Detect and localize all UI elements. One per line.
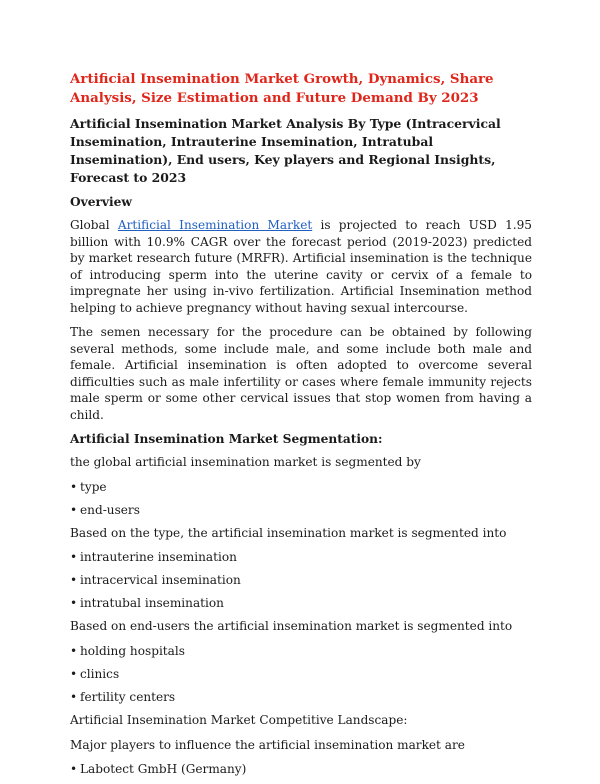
- list-item: • clinics: [70, 667, 120, 682]
- overview-paragraph: [70, 217, 532, 316]
- bullet-icon: •: [70, 502, 78, 517]
- semen-paragraph: The semen necessary for the procedure can be obtained by following several methods, some include male, and some include both male and female. Artificial insemination is often adopted to overcome several difficulties such as male infertility or cases where female immunity rejects male sperm or some other cervical issues that stop women from having a child.: [70, 325, 532, 422]
- bullet-icon: •: [70, 596, 78, 611]
- players-list: [70, 761, 532, 778]
- document-subtitle: Artificial Insemination Market Analysis By Type (Intracervical Insemination, Intrauterine Insemination, Intratubal Insemination), End users, Key players and Regional Insights, Forecast to 2023: [70, 116, 501, 185]
- list-item: • fertility centers: [70, 690, 176, 705]
- type-intro: Based on the type, the artificial insemination market is segmented into: [70, 525, 507, 540]
- bullet-icon: •: [70, 479, 78, 494]
- list-item: • intratubal insemination: [70, 596, 224, 611]
- document-title: Artificial Insemination Market Growth, Dynamics, Share Analysis, Size Estimation and Future Demand By 2023: [70, 71, 494, 106]
- bullet-icon: •: [70, 643, 78, 658]
- overview-prefix: Global: [70, 218, 118, 232]
- list-item: • type: [70, 479, 107, 494]
- enduser-list: [70, 643, 532, 706]
- type-list: [70, 549, 532, 612]
- bullet-icon: •: [70, 690, 78, 705]
- segmentation-list: [70, 479, 532, 519]
- list-item: • holding hospitals: [70, 643, 185, 658]
- enduser-intro: Based on end-users the artificial insemination market is segmented into: [70, 619, 513, 634]
- list-item: • intracervical insemination: [70, 573, 241, 588]
- market-report-link[interactable]: Artificial Insemination Market: [117, 218, 313, 232]
- segmentation-intro: the global artificial insemination market is segmented by: [70, 455, 421, 469]
- bullet-icon: •: [70, 667, 78, 682]
- list-item: • Labotect GmbH (Germany): [70, 762, 247, 777]
- bullet-icon: •: [70, 573, 78, 588]
- document-page: [70, 70, 532, 784]
- competitive-heading: Artificial Insemination Market Competitive Landscape:: [70, 713, 408, 728]
- overview-heading: Overview: [70, 195, 132, 209]
- players-intro: Major players to influence the artificial insemination market are: [70, 737, 465, 752]
- list-item: • end-users: [70, 502, 140, 517]
- bullet-icon: •: [70, 762, 78, 777]
- list-item: • intrauterine insemination: [70, 550, 237, 565]
- bullet-icon: •: [70, 550, 78, 565]
- overview-text: is projected to reach USD 1.95 billion with 10.9% CAGR over the forecast period (2019-2023) predicted by market research future (MRFR). Artificial insemination is the technique of introducing sperm into the uterine cavity or cervix of a female to impregnate her using in-vivo fertilization. Artificial Insemination method helping to achieve pregnancy without having sexual intercourse.: [70, 218, 533, 315]
- segmentation-heading: Artificial Insemination Market Segmentation:: [70, 432, 383, 446]
